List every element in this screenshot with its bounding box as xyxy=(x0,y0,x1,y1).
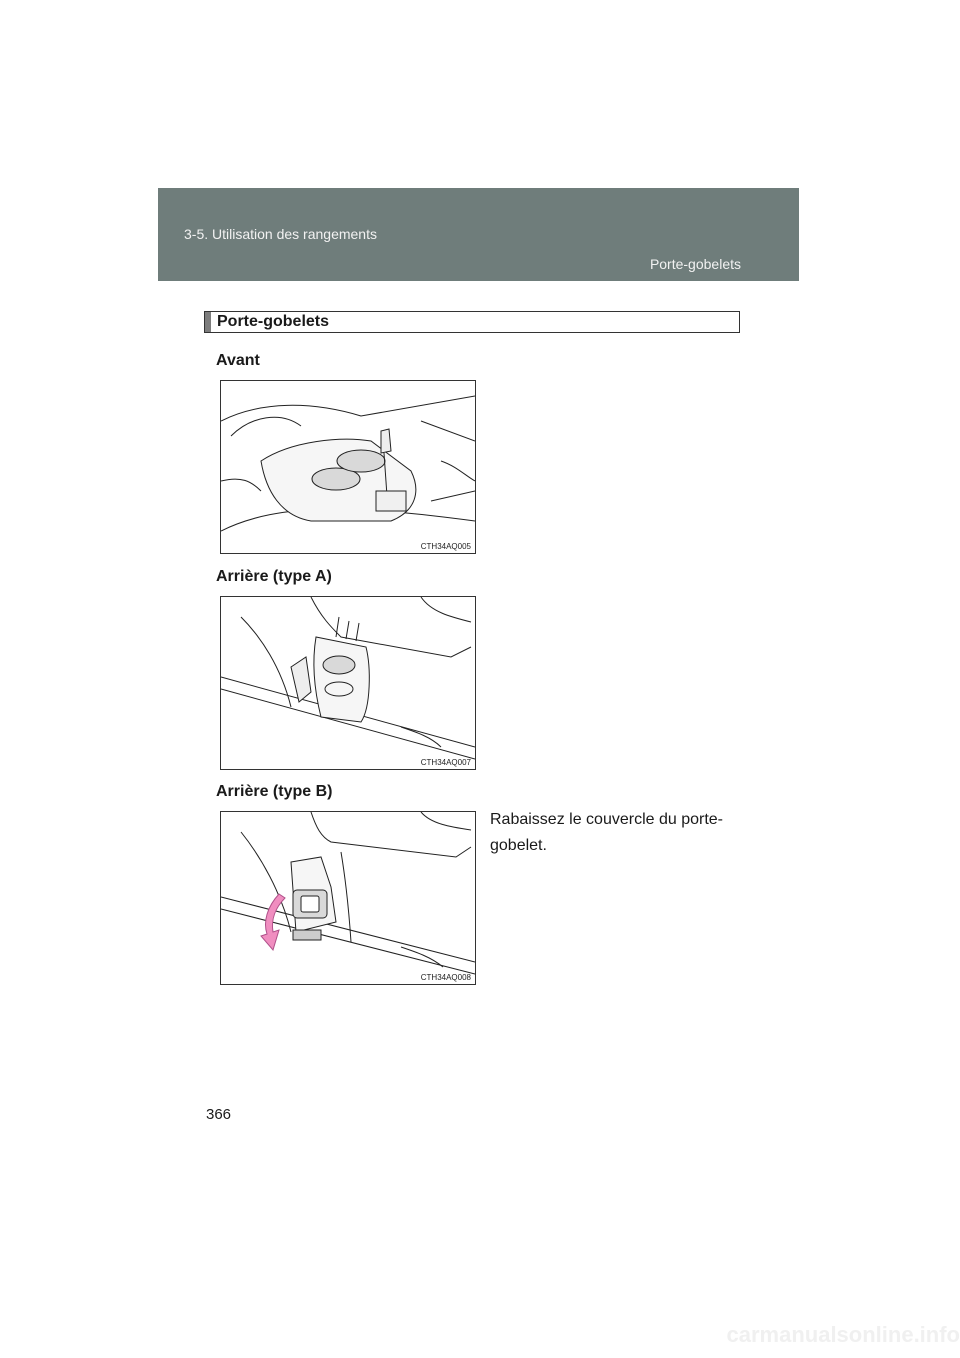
heading-rear-type-b: Arrière (type B) xyxy=(216,783,333,800)
watermark: carmanualsonline.info xyxy=(726,1322,960,1347)
section-title: Porte-gobelets xyxy=(217,313,330,330)
chapter-header xyxy=(158,188,799,281)
front-console-illustration xyxy=(221,381,475,553)
section-title-box xyxy=(204,311,740,333)
figure-front-cup-holders xyxy=(220,380,476,554)
heading-rear-type-a: Arrière (type A) xyxy=(216,568,332,585)
section-title-marker xyxy=(205,312,211,332)
rear-type-b-illustration xyxy=(221,812,475,984)
figure-code-front: CTH34AQ005 xyxy=(420,542,471,551)
heading-front: Avant xyxy=(216,352,260,369)
rear-type-a-illustration xyxy=(221,597,475,769)
lower-lid-arrow-icon xyxy=(261,894,285,950)
page-number: 366 xyxy=(206,1106,232,1123)
chapter-subsection-title: Porte-gobelets xyxy=(649,256,741,272)
figure-code-rear-type-b: CTH34AQ008 xyxy=(420,973,471,982)
figure-rear-type-b-cup-holder xyxy=(220,811,476,985)
instruction-text: Rabaissez le couvercle du porte-gobelet. xyxy=(490,811,724,854)
figure-rear-type-a-cup-holder xyxy=(220,596,476,770)
figure-code-rear-type-a: CTH34AQ007 xyxy=(420,758,471,767)
chapter-section-title: 3-5. Utilisation des rangements xyxy=(184,226,377,242)
